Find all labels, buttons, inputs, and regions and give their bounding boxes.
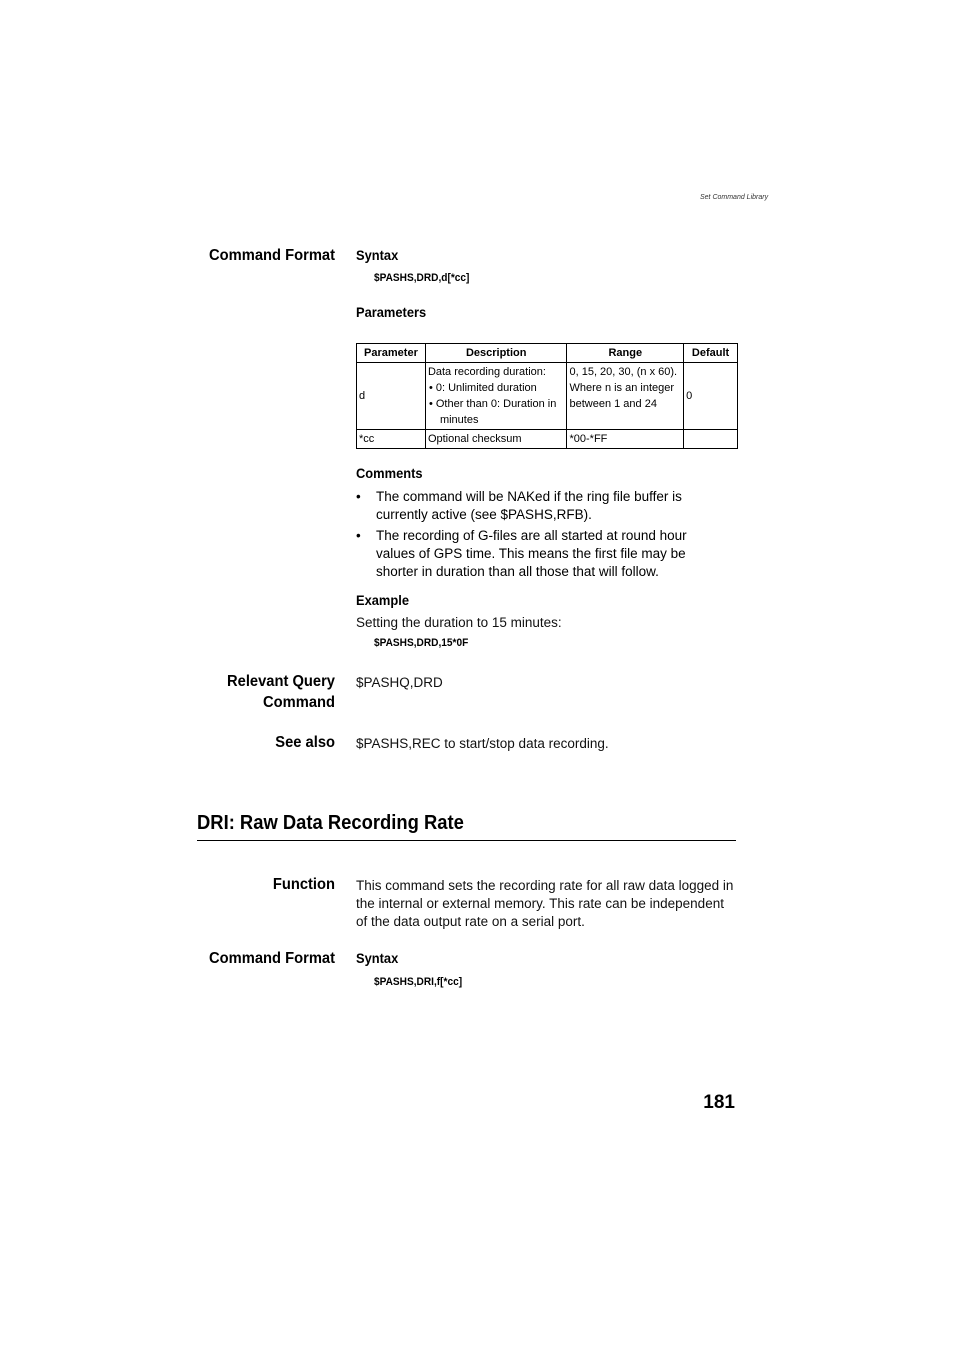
command-format-heading: Command Format (209, 950, 335, 967)
list-item: • The recording of G-files are all started at round hour values of GPS time. This means the first file may be shorter in duration than all those that will follow. (356, 528, 687, 579)
table-cell-parameter: d (357, 363, 426, 430)
relevant-query-text: $PASHQ,DRD (356, 675, 443, 690)
table-cell-default: 0 (684, 363, 738, 430)
parameters-heading: Parameters (356, 304, 427, 320)
syntax-code: $PASHS,DRD,d[*cc] (374, 272, 470, 284)
table-cell-range: 0, 15, 20, 30, (n x 60). Where n is an integer between 1 and 24 (567, 363, 684, 430)
table-row (357, 363, 738, 430)
bullet-icon: • (356, 489, 361, 504)
function-text: This command sets the recording rate for all raw data logged in the internal or external memory. This rate can be independent of the data output rate on a serial port. (356, 878, 734, 929)
section-title: DRI: Raw Data Recording Rate (197, 812, 464, 834)
bullet-icon: • (356, 528, 361, 543)
running-header: Set Command Library (700, 194, 769, 201)
section-divider (197, 840, 736, 841)
parameters-table (356, 343, 738, 449)
comments-list (356, 488, 726, 584)
see-also-heading: See also (275, 734, 335, 751)
table-cell-description: Optional checksum (425, 430, 567, 449)
example-code: $PASHS,DRD,15*0F (374, 637, 469, 649)
see-also-text: $PASHS,REC to start/stop data recording. (356, 736, 609, 751)
table-cell-default (684, 430, 738, 449)
relevant-query-heading: Relevant Query Command (227, 673, 335, 711)
example-text: Setting the duration to 15 minutes: (356, 615, 562, 630)
table-header-cell: Parameter (357, 344, 426, 363)
table-row (357, 430, 738, 449)
function-heading: Function (272, 876, 335, 893)
description-intro: Data recording duration: (427, 366, 546, 378)
syntax-code: $PASHS,DRI,f[*cc] (374, 976, 463, 988)
comments-heading: Comments (356, 465, 423, 481)
table-cell-parameter: *cc (357, 430, 426, 449)
table-header-cell: Description (425, 344, 567, 363)
table-header-cell: Range (567, 344, 684, 363)
syntax-heading: Syntax (356, 247, 399, 263)
table-header-row (357, 344, 738, 363)
table-cell-description (425, 363, 567, 430)
description-bullet: • Other than 0: Duration in minutes (428, 398, 557, 426)
command-format-heading: Command Format (209, 247, 335, 264)
page-number: 181 (703, 1092, 735, 1113)
list-item: • The command will be NAKed if the ring file buffer is currently active (see $PASHS,RFB). (356, 489, 682, 522)
table-header-cell: Default (684, 344, 738, 363)
syntax-heading: Syntax (356, 950, 399, 966)
description-bullet: • 0: Unlimited duration (428, 382, 537, 394)
example-heading: Example (356, 592, 409, 608)
table-cell-range: *00-*FF (567, 430, 684, 449)
